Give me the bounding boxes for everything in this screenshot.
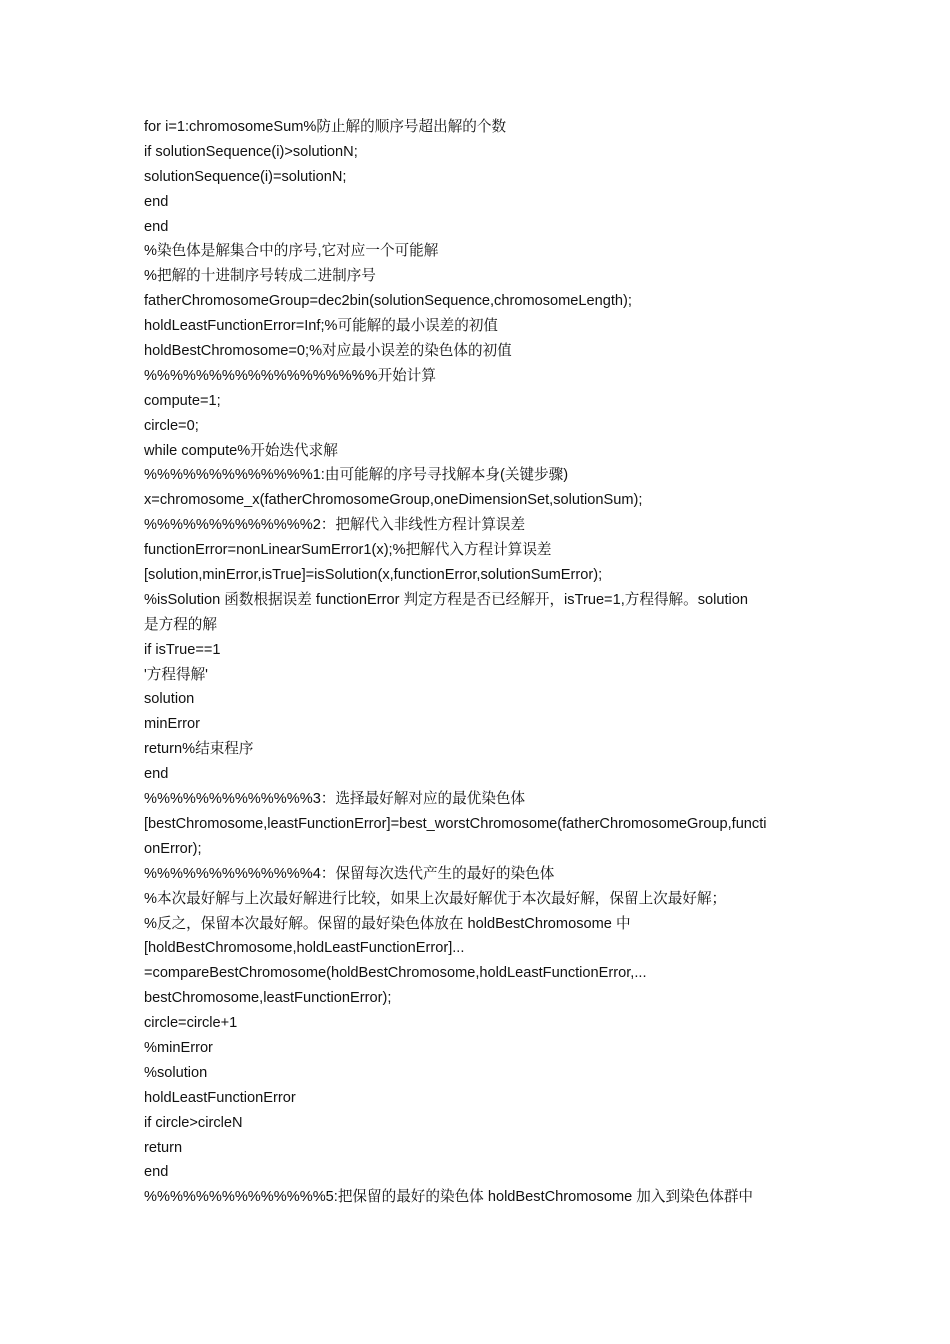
- code-line: while compute%开始迭代求解: [144, 442, 338, 459]
- code-line: %minError: [144, 1039, 213, 1056]
- code-line: end: [144, 218, 169, 235]
- code-line: %isSolution 函数根据误差 functionError 判定方程是否已经解开，isTrue=1,方程得解。solution: [144, 591, 749, 608]
- code-line: end: [144, 766, 169, 783]
- code-line: %染色体是解集合中的序号,它对应一个可能解: [144, 243, 439, 260]
- code-line: bestChromosome,leastFunctionError);: [144, 990, 392, 1007]
- code-line: return%结束程序: [144, 741, 254, 758]
- code-line: %%%%%%%%%%%%%4：保留每次迭代产生的最好的染色体: [144, 865, 555, 882]
- code-line: if isTrue==1: [144, 641, 221, 658]
- code-line: %反之，保留本次最好解。保留的最好染色体放在 holdBestChromosome 中: [144, 915, 631, 932]
- code-line: %把解的十进制序号转成二进制序号: [144, 268, 376, 285]
- code-line: %%%%%%%%%%%%%3：选择最好解对应的最优染色体: [144, 791, 526, 808]
- code-line: %solution: [144, 1064, 208, 1081]
- code-line: holdLeastFunctionError=Inf;%可能解的最小误差的初值: [144, 318, 499, 335]
- code-line: fatherChromosomeGroup=dec2bin(solutionSequence,chromosomeLength);: [144, 293, 632, 310]
- code-line: =compareBestChromosome(holdBestChromosome,holdLeastFunctionError,...: [144, 965, 647, 982]
- code-line: solutionSequence(i)=solutionN;: [144, 168, 347, 185]
- code-line: if circle>circleN: [144, 1114, 243, 1131]
- code-line: [solution,minError,isTrue]=isSolution(x,functionError,solutionSumError);: [144, 567, 603, 584]
- code-line: 是方程的解: [144, 616, 217, 633]
- code-line: if solutionSequence(i)>solutionN;: [144, 143, 358, 160]
- code-line: holdLeastFunctionError: [144, 1089, 296, 1106]
- code-line: '方程得解': [144, 666, 208, 683]
- code-line: %%%%%%%%%%%%%%%%%%开始计算: [144, 367, 436, 384]
- code-line: for i=1:chromosomeSum%防止解的顺序号超出解的个数: [144, 119, 507, 135]
- code-line: %本次最好解与上次最好解进行比较，如果上次最好解优于本次最好解，保留上次最好解；: [144, 890, 727, 907]
- code-line: %%%%%%%%%%%%%1:由可能解的序号寻找解本身(关键步骤): [144, 467, 569, 484]
- code-line: [holdBestChromosome,holdLeastFunctionError]...: [144, 940, 465, 957]
- code-line: functionError=nonLinearSumError1(x);%把解代入方程计算误差: [144, 542, 552, 559]
- code-line: onError);: [144, 840, 202, 857]
- code-line: end: [144, 1164, 169, 1181]
- code-line: %%%%%%%%%%%%%%5:把保留的最好的染色体 holdBestChromosome 加入到染色体群中: [144, 1189, 754, 1206]
- code-line: circle=0;: [144, 417, 199, 434]
- code-line: [bestChromosome,leastFunctionError]=best_worstChromosome(fatherChromosomeGroup,functi: [144, 815, 767, 832]
- code-line: solution: [144, 691, 195, 708]
- code-line: holdBestChromosome=0;%对应最小误差的染色体的初值: [144, 343, 512, 360]
- code-line: circle=circle+1: [144, 1015, 238, 1032]
- code-line: x=chromosome_x(fatherChromosomeGroup,oneDimensionSet,solutionSum);: [144, 492, 643, 509]
- code-line: return: [144, 1139, 183, 1156]
- code-line: end: [144, 193, 169, 210]
- code-line: compute=1;: [144, 392, 221, 409]
- code-listing: [144, 115, 814, 1210]
- code-line: %%%%%%%%%%%%%2：把解代入非线性方程计算误差: [144, 517, 526, 534]
- code-line: minError: [144, 716, 200, 733]
